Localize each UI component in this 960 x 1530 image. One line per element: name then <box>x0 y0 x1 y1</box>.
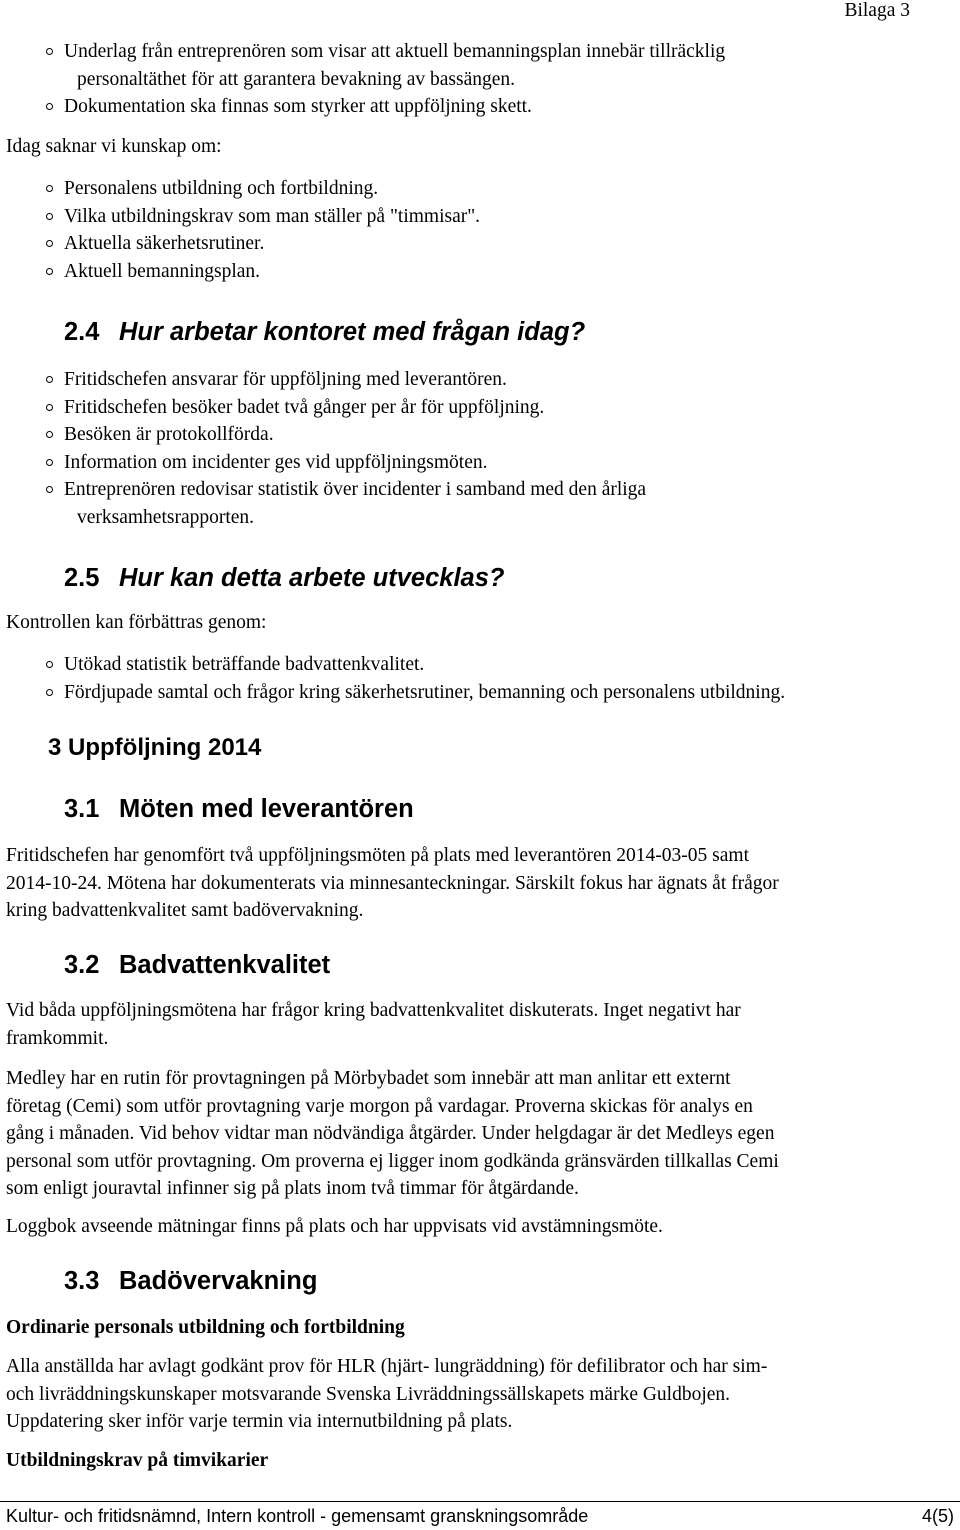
section-heading-2-5: 2.5 Hur kan detta arbete utvecklas? <box>64 564 505 592</box>
list-item: Vilka utbildningskrav som man ställer på "timmisar". <box>6 203 480 231</box>
attachment-label: Bilaga 3 <box>844 0 910 21</box>
footer-divider <box>0 1501 960 1502</box>
paragraph-3-2c: Loggbok avseende mätningar finns på plats och har uppvisats vid avstämningsmöte. <box>6 1216 663 1237</box>
idag-intro: Idag saknar vi kunskap om: <box>6 136 222 157</box>
paragraph-3-2b: Medley har en rutin för provtagningen på Mörbybadet som innebär att man anlitar ett externt företag (Cemi) som utför provtagning varje morgon på vardagar. Proverna skickas för analys en gång i månaden. Vid behov vidtar man nödvändiga åtgärder. Under helgdagar är det Medleys egen personal som utför provtagning. Om proverna ej ligger inom godkända gränsvärden tillkallas Cemi som enligt jouravtal infinner sig på plats inom två timmar för åtgärdande. <box>6 1068 779 1199</box>
bullet-icon <box>46 689 53 696</box>
list-item: Underlag från entreprenören som visar att aktuell bemanningsplan innebär tillräcklig personaltäthet för att garantera bevakning av bassängen. <box>6 38 725 93</box>
paragraph-3-2a: Vid båda uppföljningsmötena har frågor kring badvattenkvalitet diskuterats. Inget negativt har framkommit. <box>6 1000 741 1049</box>
list-item: Information om incidenter ges vid uppföljningsmöten. <box>6 449 646 477</box>
bullet-icon <box>46 376 53 383</box>
section-heading-3-3: 3.3 Badövervakning <box>64 1267 318 1295</box>
bullet-list-2-5 <box>6 651 785 706</box>
subheading-timvikarier: Utbildningskrav på timvikarier <box>6 1450 269 1471</box>
page-footer <box>6 1504 954 1528</box>
list-item: Aktuella säkerhetsrutiner. <box>6 230 480 258</box>
bullet-icon <box>46 213 53 220</box>
bullet-icon <box>46 431 53 438</box>
bullet-icon <box>46 661 53 668</box>
footer-title: Kultur- och fritidsnämnd, Intern kontroll - gemensamt granskningsområde <box>6 1506 589 1526</box>
list-item: Fritidschefen ansvarar för uppföljning med leverantören. <box>6 366 646 394</box>
bullet-icon <box>46 404 53 411</box>
list-item: Entreprenören redovisar statistik över incidenter i samband med den årliga verksamhetsrapporten. <box>6 476 646 531</box>
bullet-list-idag <box>6 175 480 285</box>
list-item: Dokumentation ska finnas som styrker att uppföljning skett. <box>6 93 725 121</box>
bullet-icon <box>46 486 53 493</box>
bullet-list-2-4 <box>6 366 646 531</box>
paragraph-3-1: Fritidschefen har genomfört två uppföljningsmöten på plats med leverantören 2014-03-05 samt 2014-10-24. Mötena har dokumenterats via minnesanteckningar. Särskilt fokus har ägnats åt frågor kring badvattenkvalitet samt badövervakning. <box>6 845 779 921</box>
bullet-icon <box>46 48 53 55</box>
list-item: Aktuell bemanningsplan. <box>6 258 480 286</box>
bullet-list-requirements <box>6 38 725 121</box>
section-heading-2-4: 2.4 Hur arbetar kontoret med frågan idag? <box>64 318 586 346</box>
bullet-icon <box>46 459 53 466</box>
bullet-icon <box>46 185 53 192</box>
list-item: Personalens utbildning och fortbildning. <box>6 175 480 203</box>
page-number: 4(5) <box>921 1506 954 1526</box>
list-item: Fördjupade samtal och frågor kring säkerhetsrutiner, bemanning och personalens utbildning. <box>6 679 785 707</box>
subheading-ordinarie: Ordinarie personals utbildning och fortbildning <box>6 1317 405 1338</box>
kontroll-intro: Kontrollen kan förbättras genom: <box>6 612 267 633</box>
bullet-icon <box>46 268 53 275</box>
list-item: Fritidschefen besöker badet två gånger per år för uppföljning. <box>6 394 646 422</box>
section-heading-3-1: 3.1 Möten med leverantören <box>64 795 414 823</box>
paragraph-3-3: Alla anställda har avlagt godkänt prov för HLR (hjärt- lungräddning) för defilibrator och har sim- och livräddningskunskaper motsvarande Svenska Livräddningssällskapets märke Guldbojen. Uppdatering sker inför varje termin via internutbildning på plats. <box>6 1356 768 1432</box>
list-item: Besöken är protokollförda. <box>6 421 646 449</box>
chapter-heading-3: 3 Uppföljning 2014 <box>48 734 262 761</box>
bullet-icon <box>46 240 53 247</box>
section-heading-3-2: 3.2 Badvattenkvalitet <box>64 951 331 979</box>
bullet-icon <box>46 103 53 110</box>
list-item: Utökad statistik beträffande badvattenkvalitet. <box>6 651 785 679</box>
